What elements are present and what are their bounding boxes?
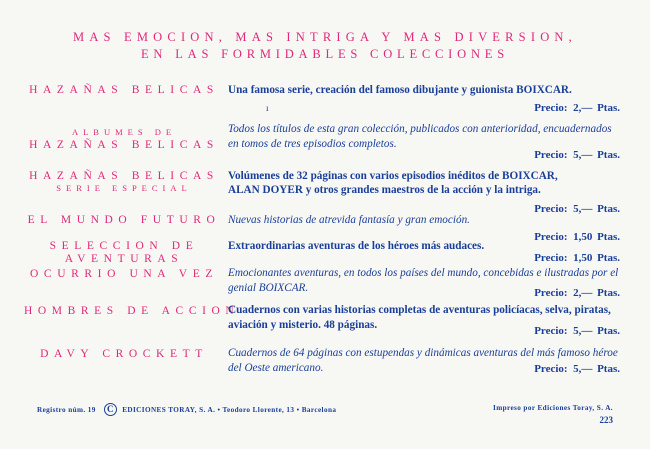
price-albumes: Precio: 5,— Ptas. <box>534 149 620 161</box>
collection-description-seleccion: Extraordinarias aventuras de los héroes más audaces. <box>228 240 485 252</box>
collection-description-hazanas-belicas: Una famosa serie, creación del famoso dibujante y guionista BOIXCAR. <box>228 84 572 96</box>
publisher-address: EDICIONES TORAY, S. A. • Teodoro Llorente, 13 • Barcelona <box>122 406 337 415</box>
collection-label-seleccion-line-2: AVENTURAS <box>64 253 184 265</box>
collection-label-hombres-de-accion: HOMBRES DE ACCION <box>24 305 240 317</box>
collection-description-serie-especial-2: ALAN DOYER y otros grandes maestros de la acción y la intriga. <box>228 184 541 196</box>
collection-label-ocurrio-una-vez: OCURRIO UNA VEZ <box>30 268 218 280</box>
price-davy-crockett: Precio: 5,— Ptas. <box>534 363 620 375</box>
collection-label-serie-especial-small: SERIE ESPECIAL <box>56 183 192 193</box>
publisher-footer <box>37 404 336 417</box>
collection-description-ocurrio-una-vez: Emocionantes aventuras, en todos los países del mundo, concebidas e ilustradas por el genial BOIXCAR. <box>228 267 619 294</box>
price-serie-especial: Precio: 5,— Ptas. <box>534 203 620 215</box>
collection-description-albumes: Todos los títulos de esta gran colección, publicados con anterioridad, encuadernados en tomos de tres episodios completos. <box>228 123 612 150</box>
collection-label-seleccion-line-1: SELECCION DE <box>49 240 199 252</box>
collection-label-albumes-small: ALBUMES DE <box>71 127 177 137</box>
collection-label-el-mundo-futuro: EL MUNDO FUTURO <box>27 214 221 226</box>
price-ocurrio-una-vez: Precio: 2,— Ptas. <box>534 287 620 299</box>
collection-description-hombres-de-accion: Cuadernos con varias historias completas de aventuras policíacas, selva, piratas, aviación y misterio. 48 páginas. <box>228 304 611 331</box>
printer-credit: Impreso por Ediciones Toray, S. A. <box>493 404 613 412</box>
collection-description-serie-especial-1: Volúmenes de 32 páginas con varios episodios inéditos de BOIXCAR, <box>228 170 558 182</box>
collection-label-serie-especial: HAZAÑAS BELICAS <box>29 170 219 182</box>
ink-mark: ı <box>266 103 269 113</box>
headline-line-1: MAS EMOCION, MAS INTRIGA Y MAS DIVERSION, <box>73 30 577 44</box>
collection-label-albumes: HAZAÑAS BELICAS <box>29 139 219 151</box>
toray-logo-icon: C <box>104 403 117 416</box>
price-el-mundo-futuro: Precio: 1,50 Ptas. <box>534 231 620 243</box>
page-number: 223 <box>599 415 613 425</box>
headline-line-2: EN LAS FORMIDABLES COLECCIONES <box>141 47 509 61</box>
price-hombres-de-accion: Precio: 5,— Ptas. <box>534 325 620 337</box>
collection-label-davy-crockett: DAVY CROCKETT <box>40 348 208 360</box>
price-hazanas-belicas: Precio: 2,— Ptas. <box>534 102 620 114</box>
price-seleccion: Precio: 1,50 Ptas. <box>534 252 620 264</box>
collection-label-hazanas-belicas: HAZAÑAS BELICAS <box>29 84 219 96</box>
collection-description-el-mundo-futuro: Nuevas historias de atrevida fantasía y gran emoción. <box>228 214 470 226</box>
collection-description-davy-crockett: Cuadernos de 64 páginas con estupendas y dinámicas aventuras del más famoso héroe del Oeste americano. <box>228 347 618 374</box>
registro-number: Registro núm. 19 <box>37 406 96 415</box>
